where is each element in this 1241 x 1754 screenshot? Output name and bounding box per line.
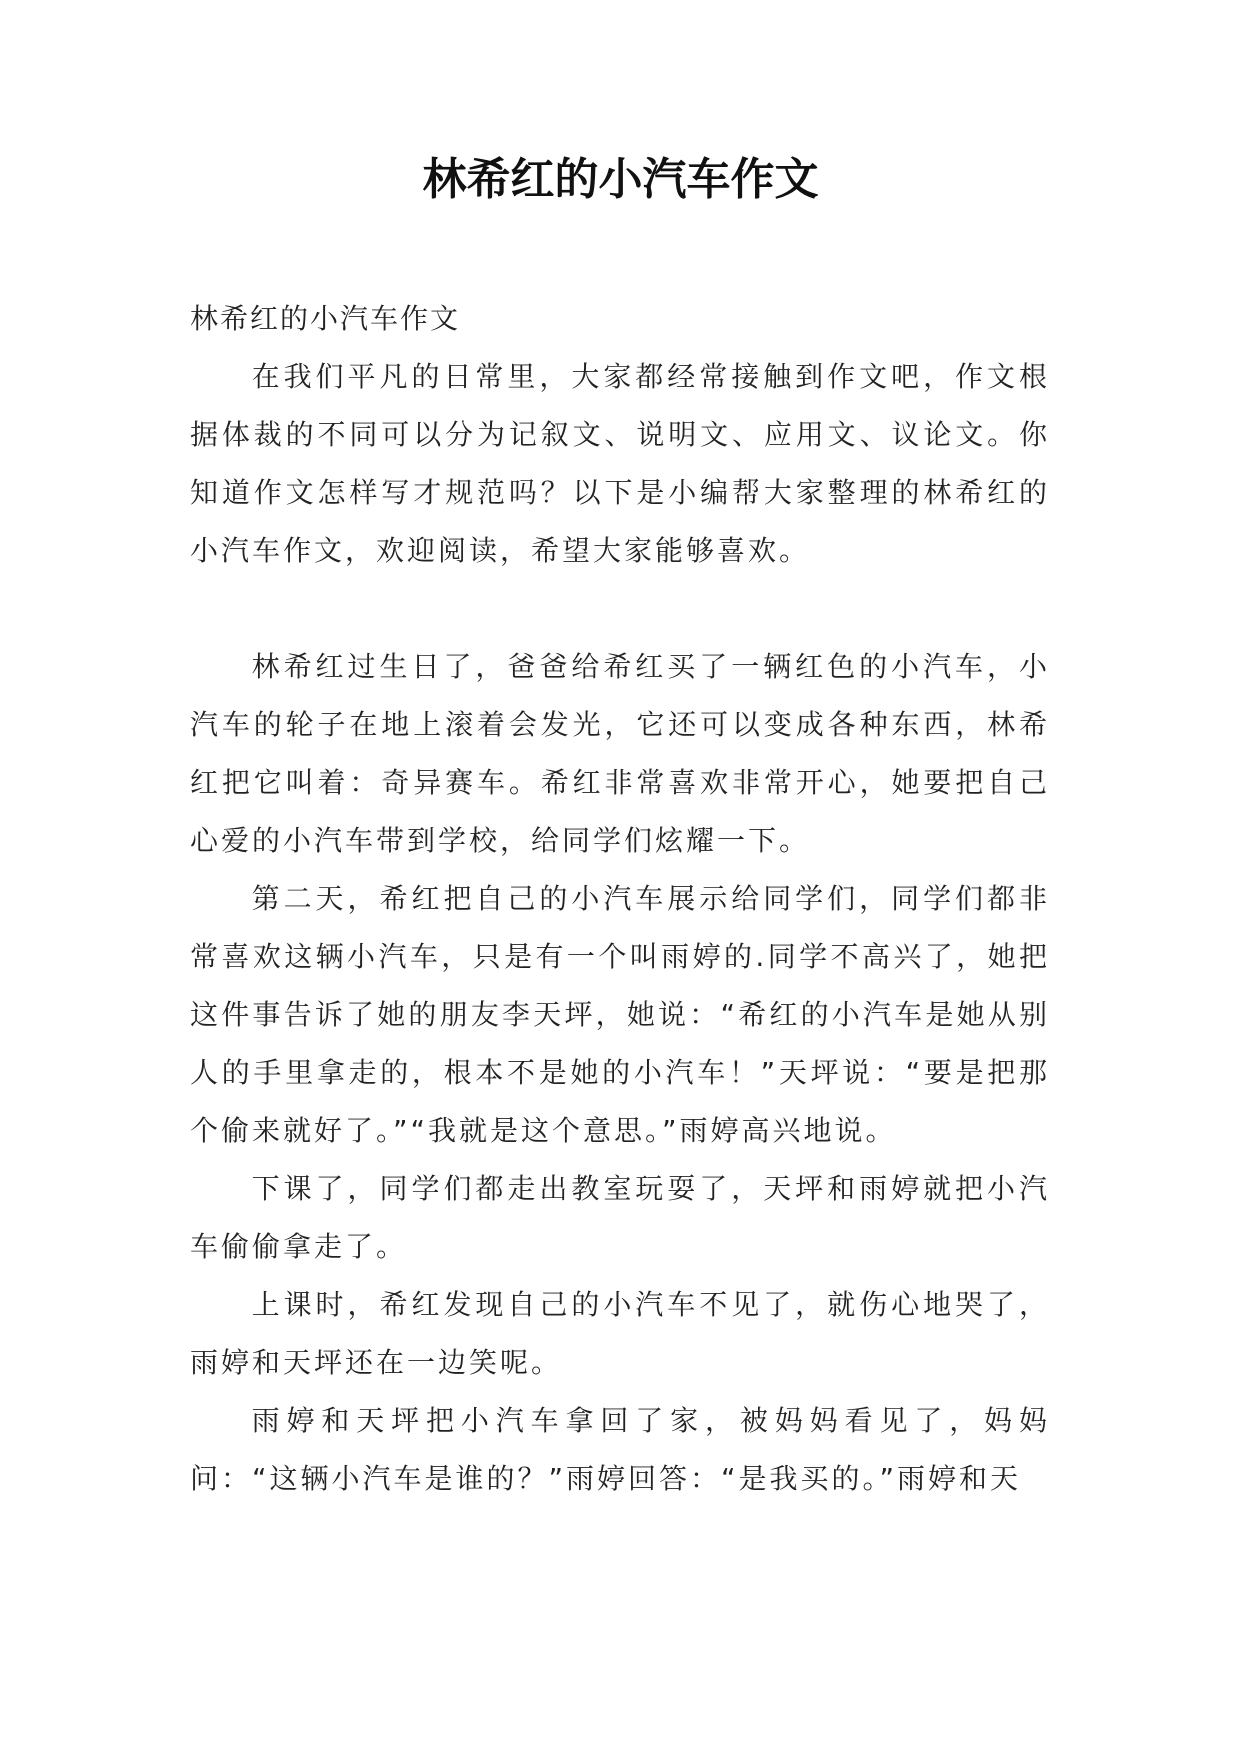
story-paragraph-5: 雨婷和天坪把小汽车拿回了家，被妈妈看见了，妈妈问：“这辆小汽车是谁的？”雨婷回答：“是我买的。”雨婷和天 [190, 1404, 1050, 1495]
intro-paragraph: 在我们平凡的日常里，大家都经常接触到作文吧，作文根据体裁的不同可以分为记叙文、说明文、应用文、议论文。你知道作文怎样写才规范吗？以下是小编帮大家整理的林希红的小汽车作文，欢迎阅读，希望大家能够喜欢。 [190, 360, 1050, 567]
story-paragraph-4: 上课时，希红发现自己的小汽车不见了，就伤心地哭了，雨婷和天坪还在一边笑呢。 [190, 1288, 1050, 1379]
story-paragraph-3: 下课了，同学们都走出教室玩耍了，天坪和雨婷就把小汽车偷偷拿走了。 [190, 1172, 1050, 1263]
document-title: 林希红的小汽车作文 [422, 154, 819, 205]
document-body [190, 290, 1050, 1508]
story-paragraph-1: 林希红过生日了，爸爸给希红买了一辆红色的小汽车，小汽车的轮子在地上滚着会发光，它还可以变成各种东西，林希红把它叫着：奇异赛车。希红非常喜欢非常开心，她要把自己心爱的小汽车带到学校，给同学们炫耀一下。 [190, 650, 1050, 857]
document-subtitle: 林希红的小汽车作文 [190, 302, 461, 335]
paragraph-spacer [190, 580, 1050, 638]
story-paragraph-2: 第二天，希红把自己的小汽车展示给同学们，同学们都非常喜欢这辆小汽车，只是有一个叫雨婷的.同学不高兴了，她把这件事告诉了她的朋友李天坪，她说：“希红的小汽车是她从别人的手里拿走的，根本不是她的小汽车！”天坪说：“要是把那个偷来就好了。”“我就是这个意思。”雨婷高兴地说。 [190, 882, 1050, 1147]
